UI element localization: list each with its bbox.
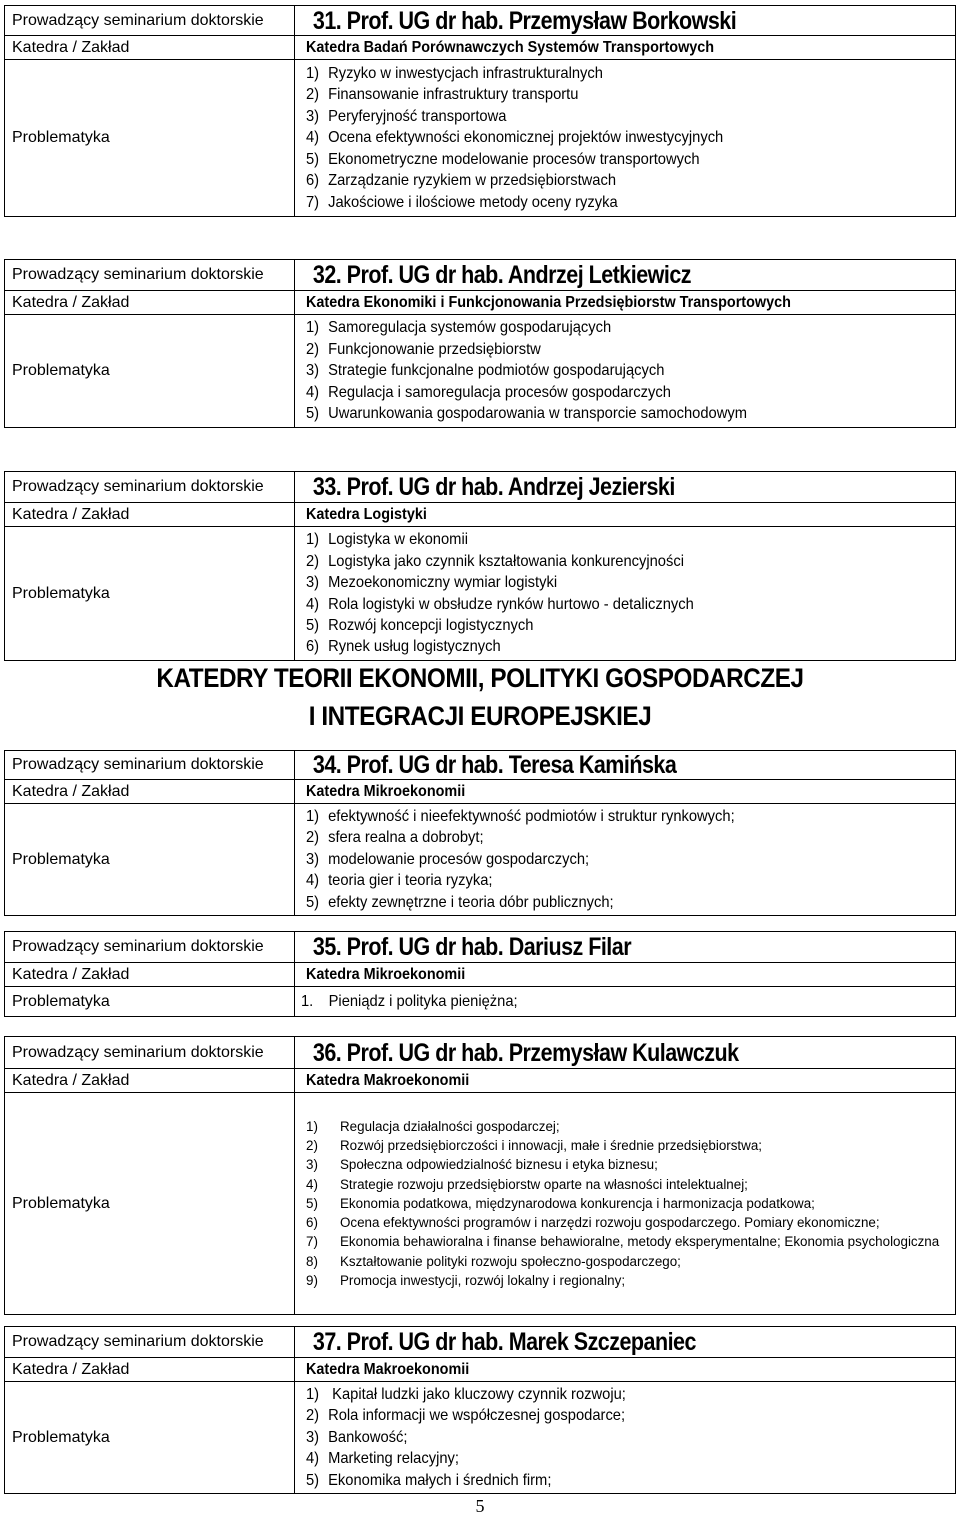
- topics-list: [306, 63, 955, 213]
- leader-name: 33. Prof. UG dr hab. Andrzej Jezierski: [312, 473, 675, 501]
- page-number: 5: [475, 1496, 485, 1516]
- list-item: 7) Jakościowe i ilościowe metody oceny ryzyka: [306, 193, 618, 211]
- label-leader: Prowadzący seminarium doktorskie: [5, 6, 295, 36]
- label-topics: Problematyka: [5, 315, 295, 428]
- list-item: 5) efekty zewnętrzne i teoria dóbr publicznych;: [306, 893, 614, 911]
- list-item: 8) Kształtowanie polityki rozwoju społeczno-gospodarczego;: [306, 1253, 681, 1269]
- list-item: 4) teoria gier i teoria ryzyka;: [306, 872, 493, 890]
- label-topics: Problematyka: [5, 1382, 295, 1494]
- list-item: 2) Rola informacji we współczesnej gospodarce;: [306, 1407, 626, 1425]
- label-dept: Katedra / Zakład: [5, 291, 295, 315]
- list-item: 1) Ryzyko w inwestycjach infrastrukturalnych: [306, 65, 603, 83]
- list-item: 1) efektywność i nieefektywność podmiotów i struktur rynkowych;: [306, 807, 735, 825]
- label-topics: Problematyka: [5, 987, 295, 1017]
- list-item: 6) Rynek usług logistycznych: [306, 638, 501, 656]
- list-item: 2) Rozwój przedsiębiorczości i innowacji, małe i średnie przedsiębiorstwa;: [306, 1138, 762, 1154]
- list-item: 6) Ocena efektywności programów i narzędzi rozwoju gospodarczego. Pomiary ekonomiczne;: [306, 1215, 880, 1231]
- list-item: 9) Promocja inwestycji, rozwój lokalny i regionalny;: [306, 1272, 626, 1288]
- leader-name: 32. Prof. UG dr hab. Andrzej Letkiewicz: [312, 261, 691, 289]
- list-item: 5) Rozwój koncepcji logistycznych: [306, 616, 534, 634]
- list-item: 4) Strategie rozwoju przedsiębiorstw oparte na własności intelektualnej;: [306, 1176, 748, 1192]
- list-item: 2) Funkcjonowanie przedsiębiorstw: [306, 340, 541, 358]
- label-leader: Prowadzący seminarium doktorskie: [5, 1327, 295, 1358]
- list-item: 3) Bankowość;: [306, 1428, 408, 1446]
- list-item: 6) Zarządzanie ryzykiem w przedsiębiorstwach: [306, 172, 617, 190]
- label-dept: Katedra / Zakład: [5, 36, 295, 60]
- list-item: 2) Logistyka jako czynnik kształtowania konkurencyjności: [306, 552, 684, 570]
- label-dept: Katedra / Zakład: [5, 963, 295, 987]
- list-item: 2) sfera realna a dobrobyt;: [306, 829, 484, 847]
- topics-list: [306, 529, 955, 657]
- dept-name: Katedra Makroekonomii: [306, 1360, 470, 1378]
- list-item: 7) Ekonomia behawioralna i finanse behawioralne, metody eksperymentalne; Ekonomia psychologiczna: [306, 1234, 940, 1250]
- list-item: 5) Uwarunkowania gospodarowania w transporcie samochodowym: [306, 405, 747, 423]
- dept-name: Katedra Badań Porównawczych Systemów Transportowych: [306, 38, 715, 56]
- seminar-table-33: [4, 471, 956, 661]
- list-item: 4) Regulacja i samoregulacja procesów gospodarczych: [306, 383, 671, 401]
- dept-name: Katedra Logistyki: [306, 505, 427, 523]
- list-item: 1) Logistyka w ekonomii: [306, 531, 468, 549]
- label-dept: Katedra / Zakład: [5, 780, 295, 804]
- leader-name: 36. Prof. UG dr hab. Przemysław Kulawczuk: [312, 1038, 739, 1067]
- label-leader: Prowadzący seminarium doktorskie: [5, 260, 295, 291]
- dept-name: Katedra Ekonomiki i Funkcjonowania Przedsiębiorstw Transportowych: [306, 293, 791, 311]
- label-dept: Katedra / Zakład: [5, 1358, 295, 1382]
- list-item: 1) Kapitał ludzki jako kluczowy czynnik rozwoju;: [306, 1385, 626, 1403]
- dept-name: Katedra Mikroekonomii: [306, 782, 466, 800]
- label-topics: Problematyka: [5, 527, 295, 661]
- seminar-table-36: [4, 1036, 956, 1315]
- label-leader: Prowadzący seminarium doktorskie: [5, 1037, 295, 1069]
- list-item: 2) Finansowanie infrastruktury transportu: [306, 86, 579, 104]
- list-item: 4) Marketing relacyjny;: [306, 1450, 459, 1468]
- list-item: 1. Pieniądz i polityka pieniężna;: [301, 992, 518, 1010]
- label-topics: Problematyka: [5, 804, 295, 916]
- seminar-table-35: [4, 931, 956, 1017]
- topics-list: [306, 317, 955, 424]
- topics-list: [306, 1384, 955, 1491]
- label-dept: Katedra / Zakład: [5, 1069, 295, 1093]
- leader-name: 35. Prof. UG dr hab. Dariusz Filar: [312, 933, 632, 961]
- seminar-table-34: [4, 750, 956, 916]
- section-title-line-2: I INTEGRACJI EUROPEJSKIEJ: [308, 701, 652, 731]
- list-item: 1) Samoregulacja systemów gospodarujących: [306, 319, 612, 337]
- list-item: 5) Ekonomia podatkowa, międzynarodowa konkurencja i harmonizacja podatkowa;: [306, 1195, 815, 1211]
- label-topics: Problematyka: [5, 60, 295, 217]
- seminar-table-37: [4, 1326, 956, 1494]
- leader-name: 31. Prof. UG dr hab. Przemysław Borkowski: [312, 6, 737, 35]
- topics-list: [306, 806, 955, 913]
- list-item: 1) Regulacja działalności gospodarczej;: [306, 1119, 560, 1135]
- seminar-table-31: [4, 5, 956, 217]
- list-item: 3) Mezoekonomiczny wymiar logistyki: [306, 574, 558, 592]
- list-item: 3) Społeczna odpowiedzialność biznesu i etyka biznesu;: [306, 1157, 658, 1173]
- list-item: 4) Rola logistyki w obsłudze rynków hurtowo - detalicznych: [306, 595, 694, 613]
- list-item: 3) Peryferyjność transportowa: [306, 107, 507, 125]
- list-item: 5) Ekonometryczne modelowanie procesów transportowych: [306, 150, 700, 168]
- label-dept: Katedra / Zakład: [5, 503, 295, 527]
- leader-name: 37. Prof. UG dr hab. Marek Szczepaniec: [312, 1328, 696, 1356]
- list-item: 3) Strategie funkcjonalne podmiotów gospodarujących: [306, 362, 665, 380]
- label-topics: Problematyka: [5, 1093, 295, 1315]
- section-title-line-1: KATEDRY TEORII EKONOMII, POLITYKI GOSPODARCZEJ: [156, 663, 804, 693]
- topics-list: [306, 1117, 955, 1290]
- dept-name: Katedra Mikroekonomii: [306, 965, 466, 983]
- label-leader: Prowadzący seminarium doktorskie: [5, 472, 295, 503]
- list-item: 3) modelowanie procesów gospodarczych;: [306, 850, 590, 868]
- label-leader: Prowadzący seminarium doktorskie: [5, 751, 295, 780]
- list-item: 5) Ekonomika małych i średnich firm;: [306, 1471, 552, 1489]
- label-leader: Prowadzący seminarium doktorskie: [5, 932, 295, 963]
- leader-name: 34. Prof. UG dr hab. Teresa Kamińska: [312, 751, 677, 779]
- topics-list: [301, 991, 955, 1012]
- seminar-table-32: [4, 259, 956, 428]
- list-item: 4) Ocena efektywności ekonomicznej projektów inwestycyjnych: [306, 129, 724, 147]
- dept-name: Katedra Makroekonomii: [306, 1071, 470, 1089]
